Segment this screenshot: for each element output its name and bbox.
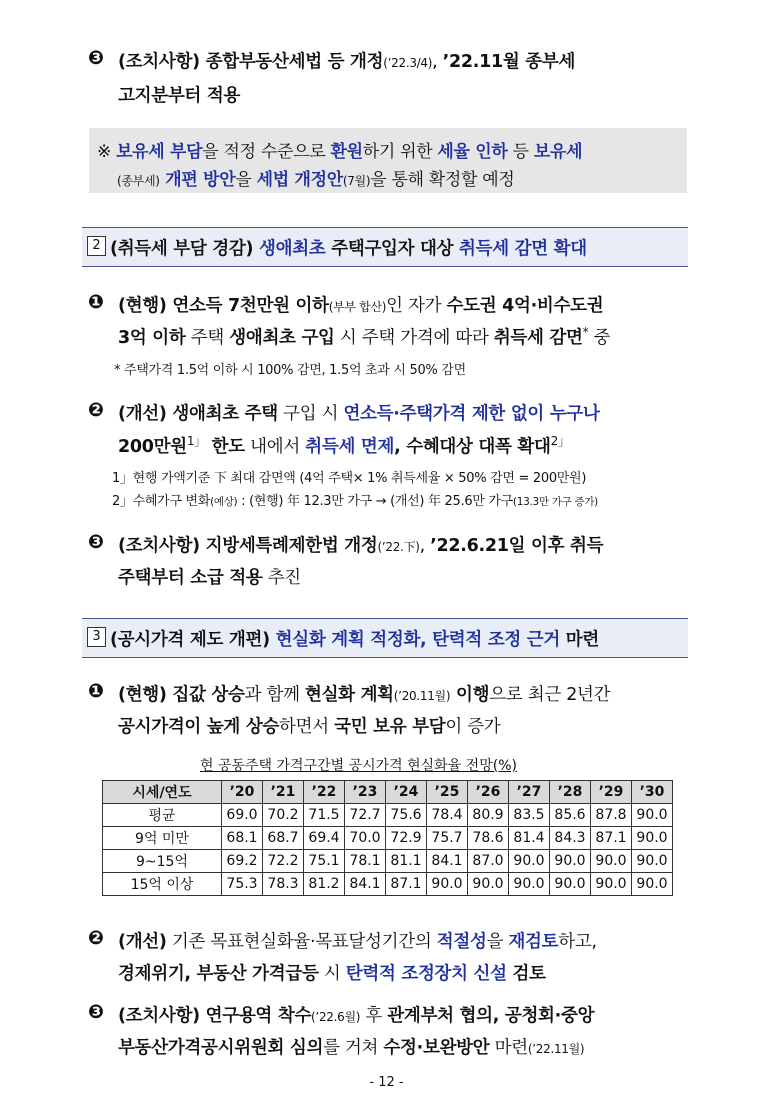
section-2-number: 2: [87, 236, 106, 256]
table-cell: 81.2: [304, 873, 345, 896]
table-cell: 87.1: [591, 827, 632, 850]
table-header-row: [103, 781, 673, 804]
block1-line1: (조치사항) 종합부동산세법 등 개정(’22.3/4), ’22.11월 종부세: [118, 52, 576, 72]
table-cell: 69.4: [304, 827, 345, 850]
callout-box: [89, 128, 687, 193]
s3b3-line2: 부동산가격공시위원회 심의를 거쳐 수정·보완방안 마련(’22.11월): [118, 1038, 585, 1058]
section-2-header: [82, 227, 688, 267]
table-cell: 84.1: [345, 873, 386, 896]
s2b3-line1: (조치사항) 지방세특례제한법 개정(’22.下), ’22.6.21일 이후 취득: [118, 536, 604, 556]
table-cell: 85.6: [550, 804, 591, 827]
table-cell: 75.3: [222, 873, 263, 896]
table-cell: 90.0: [632, 873, 673, 896]
s2b2-footnote-2: 2」수혜가구 변화(예상) : (현행) 年 12.3만 가구 → (개선) 年 25.6만 가구(13.3만 가구 증가): [112, 494, 598, 509]
table-cell: 75.6: [386, 804, 427, 827]
section-3-number: 3: [87, 627, 106, 647]
s2b1-footnote: * 주택가격 1.5억 이하 시 100% 감면, 1.5억 초과 시 50% 감면: [114, 363, 466, 378]
table-cell: 70.0: [345, 827, 386, 850]
table-cell: 84.1: [427, 850, 468, 873]
table-cell: 81.4: [509, 827, 550, 850]
table-header-cell: 시세/연도: [103, 781, 222, 804]
table-header-cell: ’26: [468, 781, 509, 804]
table-cell: 90.0: [509, 850, 550, 873]
table-cell: 90.0: [591, 873, 632, 896]
table-cell: 68.1: [222, 827, 263, 850]
table-caption: 현 공동주택 가격구간별 공시가격 현실화율 전망(%): [200, 758, 517, 774]
bullet-3-icon: ❸: [88, 1001, 105, 1023]
table-row: [103, 827, 673, 850]
table-cell: 90.0: [632, 827, 673, 850]
table-cell: 68.7: [263, 827, 304, 850]
s2b1-line2: 3억 이하 주택 생애최초 구입 시 주택 가격에 따라 취득세 감면* 중: [118, 325, 611, 348]
section-3-header: [82, 618, 688, 658]
table-row-label: 9~15억: [103, 850, 222, 873]
block1-line2: 고지분부터 적용: [118, 86, 241, 106]
table-header-cell: ’27: [509, 781, 550, 804]
table-cell: 90.0: [427, 873, 468, 896]
table-cell: 90.0: [509, 873, 550, 896]
callout-line2: (종부세) 개편 방안을 세법 개정안(7월)을 통해 확정할 예정: [117, 170, 515, 190]
table-cell: 69.2: [222, 850, 263, 873]
table-row-label: 평균: [103, 804, 222, 827]
table-row: [103, 850, 673, 873]
table-cell: 72.7: [345, 804, 386, 827]
table-cell: 90.0: [550, 873, 591, 896]
table-cell: 81.1: [386, 850, 427, 873]
section-2-title: (취득세 부담 경감) 생애최초 주택구입자 대상 취득세 감면 확대: [110, 239, 587, 259]
s2b2-footnote-1: 1」현행 가액기준 下 최대 감면액 (4억 주택× 1% 취득세율 × 50% 감면 = 200만원): [112, 471, 587, 486]
bullet-1-icon: ❶: [88, 680, 105, 702]
table-cell: 70.2: [263, 804, 304, 827]
s2b2-line1: (개선) 생애최초 주택 구입 시 연소득·주택가격 제한 없이 누구나: [118, 404, 600, 424]
table-header-cell: ’21: [263, 781, 304, 804]
table-header-cell: ’20: [222, 781, 263, 804]
callout-line1: ※ 보유세 부담을 적정 수준으로 환원하기 위한 세율 인하 등 보유세: [97, 142, 583, 162]
table-cell: 90.0: [591, 850, 632, 873]
table-cell: 75.7: [427, 827, 468, 850]
table-header-cell: ’28: [550, 781, 591, 804]
table-row: [103, 873, 673, 896]
table-cell: 78.6: [468, 827, 509, 850]
table-cell: 75.1: [304, 850, 345, 873]
bullet-1-icon: ❶: [88, 291, 105, 313]
table-row: [103, 804, 673, 827]
table-cell: 90.0: [632, 804, 673, 827]
s2b1-line1: (현행) 연소득 7천만원 이하(부부 합산)인 자가 수도권 4억·비수도권: [118, 296, 604, 316]
table-header-cell: ’22: [304, 781, 345, 804]
table-cell: 87.8: [591, 804, 632, 827]
s3b1-line2: 공시가격이 높게 상승하면서 국민 보유 부담이 증가: [118, 717, 501, 737]
table-header-cell: ’25: [427, 781, 468, 804]
table-cell: 80.9: [468, 804, 509, 827]
table-cell: 72.2: [263, 850, 304, 873]
table-header-cell: ’29: [591, 781, 632, 804]
section-3-title: (공시가격 제도 개편) 현실화 계획 적정화, 탄력적 조정 근거 마련: [110, 630, 600, 650]
table-cell: 87.0: [468, 850, 509, 873]
table-cell: 69.0: [222, 804, 263, 827]
table-row-label: 15억 이상: [103, 873, 222, 896]
table-cell: 90.0: [550, 850, 591, 873]
s3b2-line2: 경제위기, 부동산 가격급등 시 탄력적 조정장치 신설 검토: [118, 964, 546, 984]
table-cell: 90.0: [632, 850, 673, 873]
bullet-3-icon: ❸: [88, 47, 105, 69]
bullet-2-icon: ❷: [88, 399, 105, 421]
table-cell: 87.1: [386, 873, 427, 896]
s3b2-line1: (개선) 기존 목표현실화율·목표달성기간의 적절성을 재검토하고,: [118, 932, 597, 952]
bullet-3-icon: ❸: [88, 531, 105, 553]
table-header-cell: ’23: [345, 781, 386, 804]
table-row-label: 9억 미만: [103, 827, 222, 850]
table-cell: 78.3: [263, 873, 304, 896]
table-cell: 83.5: [509, 804, 550, 827]
s3b3-line1: (조치사항) 연구용역 착수(’22.6월) 후 관계부처 협의, 공청회·중앙: [118, 1006, 595, 1026]
reality-rate-table: [102, 780, 673, 896]
table-cell: 84.3: [550, 827, 591, 850]
page-number: - 12 -: [369, 1075, 404, 1090]
bullet-2-icon: ❷: [88, 927, 105, 949]
table-cell: 71.5: [304, 804, 345, 827]
table-cell: 78.4: [427, 804, 468, 827]
s2b2-line2: 200만원$^{1」}$ 한도 내에서 취득세 면제, 수혜대상 대폭 확대$^{2」}$: [118, 434, 570, 457]
table-cell: 90.0: [468, 873, 509, 896]
table-header-cell: ’24: [386, 781, 427, 804]
table-cell: 72.9: [386, 827, 427, 850]
table-cell: 78.1: [345, 850, 386, 873]
s3b1-line1: (현행) 집값 상승과 함께 현실화 계획(’20.11월) 이행으로 최근 2년간: [118, 685, 611, 705]
table-header-cell: ’30: [632, 781, 673, 804]
s2b3-line2: 주택부터 소급 적용 추진: [118, 568, 301, 588]
